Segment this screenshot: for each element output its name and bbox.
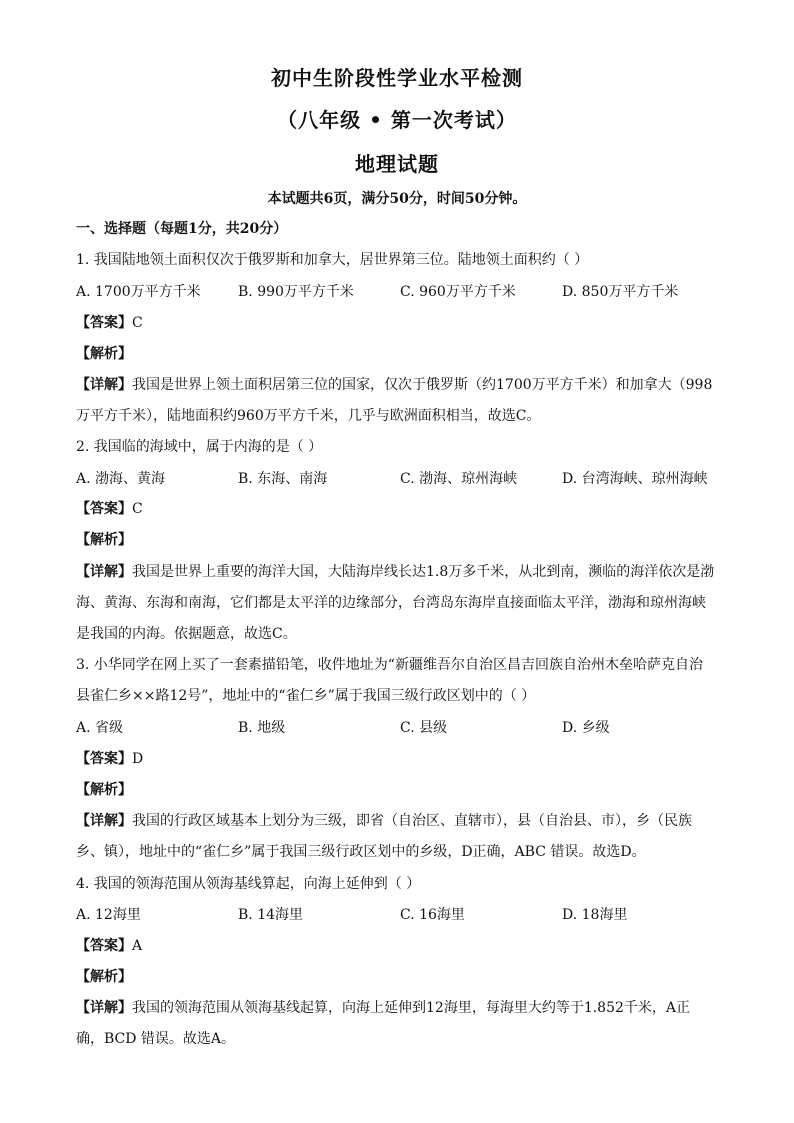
q1-detail-text1: 我国是世界上领土面积居第三位的国家，仅次于俄罗斯（约1700万平方千米）和加拿大（998 (132, 377, 713, 393)
detail-label: 【详解】 (76, 377, 132, 393)
q4-option-a: A. 12海里 (76, 907, 141, 923)
q1-answer-value: C (132, 315, 143, 331)
q2-option-c: C. 渤海、琼州海峡 (400, 471, 518, 487)
q3-stem-line1: 3. 小华同学在网上买了一套素描铅笔，收件地址为“新疆维吾尔自治区昌吉回族自治州木垒哈萨克自治 (76, 657, 703, 673)
q1-analysis-label: 【解析】 (76, 346, 132, 362)
q4-option-b: B. 14海里 (238, 907, 304, 923)
q4-option-d: D. 18海里 (562, 907, 628, 923)
q3-answer (76, 749, 726, 769)
q2-option-d: D. 台湾海峡、琼州海峡 (562, 471, 708, 487)
q3-option-b: B. 地级 (238, 720, 286, 736)
detail-label: 【详解】 (76, 813, 132, 829)
q3-option-d: D. 乡级 (562, 720, 610, 736)
q1-option-b: B. 990万平方千米 (238, 284, 354, 300)
q2-stem: 2. 我国临的海域中，属于内海的是（ ） (76, 439, 323, 455)
q3-detail-text1: 我国的行政区域基本上划分为三级，即省（自治区、直辖市），县（自治县、市），乡（民族 (132, 813, 692, 829)
answer-label: 【答案】 (76, 501, 132, 517)
q3-answer-value: D (132, 751, 144, 767)
q2-detail-line2: 海、黄海、东海和南海，它们都是太平洋的边缘部分，台湾岛东海岸直接面临太平洋，渤海和琼州海峡 (76, 595, 706, 611)
q2-answer (76, 499, 726, 519)
q2-option-a: A. 渤海、黄海 (76, 471, 166, 487)
q3-detail-line1 (76, 811, 726, 831)
exam-title: 初中生阶段性学业水平检测 (271, 66, 523, 90)
q4-stem: 4. 我国的领海范围从领海基线算起，向海上延伸到（ ） (76, 876, 421, 892)
detail-label: 【详解】 (76, 1000, 132, 1016)
q1-option-d: D. 850万平方千米 (562, 284, 679, 300)
q1-option-a: A. 1700万平方千米 (76, 284, 201, 300)
q4-option-c: C. 16海里 (400, 907, 465, 923)
q4-detail-line2: 确，BCD 错误。故选A。 (76, 1031, 236, 1047)
answer-label: 【答案】 (76, 315, 132, 331)
subject-title: 地理试题 (355, 152, 439, 176)
section-heading: 一、选择题（每题1分，共20分） (76, 221, 288, 237)
q2-detail-line3: 是我国的内海。依据题意，故选C。 (76, 626, 297, 642)
exam-meta: 本试题共6页，满分50分，时间50分钟。 (267, 191, 527, 207)
q2-detail-text1: 我国是世界上重要的海洋大国，大陆海岸线长达1.8万多千米，从北到南，濒临的海洋依次是渤 (132, 564, 715, 580)
q2-detail-line1 (76, 562, 726, 582)
q1-detail-line1 (76, 375, 726, 395)
q3-option-c: C. 县级 (400, 720, 448, 736)
q4-analysis-label: 【解析】 (76, 969, 132, 985)
q2-answer-value: C (132, 501, 143, 517)
answer-label: 【答案】 (76, 751, 132, 767)
q4-detail-line1 (76, 998, 726, 1018)
q1-detail-line2: 万平方千米），陆地面积约960万平方千米，几乎与欧洲面积相当，故选C。 (76, 408, 541, 424)
q2-analysis-label: 【解析】 (76, 532, 132, 548)
q1-answer (76, 313, 726, 333)
q4-answer (76, 936, 726, 956)
q2-option-b: B. 东海、南海 (238, 471, 328, 487)
q3-stem-line2: 县雀仁乡××路12号”，地址中的“雀仁乡”属于我国三级行政区划中的（ ） (76, 688, 536, 704)
exam-subtitle: （八年级 • 第一次考试） (277, 108, 517, 132)
q3-option-a: A. 省级 (76, 720, 124, 736)
q1-stem: 1. 我国陆地领土面积仅次于俄罗斯和加拿大，居世界第三位。陆地领土面积约（ ） (76, 252, 589, 268)
q1-option-c: C. 960万平方千米 (400, 284, 516, 300)
answer-label: 【答案】 (76, 938, 132, 954)
q3-analysis-label: 【解析】 (76, 782, 132, 798)
detail-label: 【详解】 (76, 564, 132, 580)
q3-detail-line2: 乡、镇），地址中的“雀仁乡”属于我国三级行政区划中的乡级，D正确，ABC 错误。故选D。 (76, 844, 646, 860)
q4-detail-text1: 我国的领海范围从领海基线起算，向海上延伸到12海里，每海里大约等于1.852千米，A正 (132, 1000, 691, 1016)
q4-answer-value: A (132, 938, 143, 954)
